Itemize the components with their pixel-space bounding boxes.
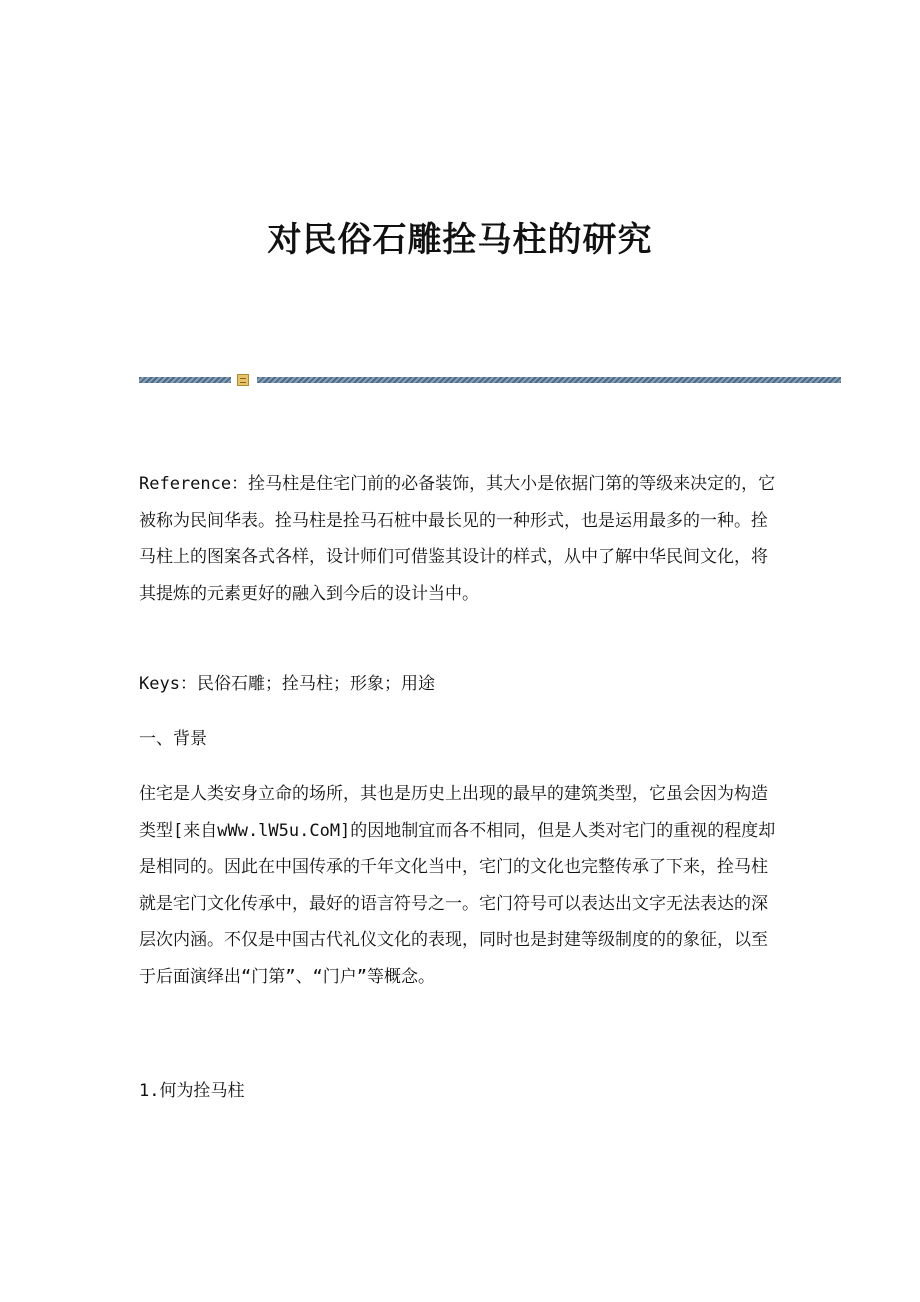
background-paragraph: 住宅是人类安身立命的场所，其也是历史上出现的最早的建筑类型，它虽会因为构造类型[来自wWw.lW5u.CoM]的因地制宜而各不相同，但是人类对宅门的重视的程度却是相同的。因此在中国传承的千年文化当中，宅门的文化也完整传承了下来，拴马柱就是宅门文化传承中，最好的语言符号之一。宅门符号可以表达出文字无法表达的深层次内涵。不仅是中国古代礼仪文化的表现，同时也是封建等级制度的的象征，以至于后面演绎出“门第”、“门户”等概念。 (139, 784, 776, 987)
document-title: 对民俗石雕拴马柱的研究 (267, 220, 653, 260)
divider-emblem-icon (237, 374, 249, 386)
title-divider (139, 374, 841, 386)
divider-bar-left (139, 377, 231, 383)
divider-bar-right (257, 377, 841, 383)
section-heading-what-is: 1.何为拴马柱 (139, 1081, 245, 1101)
keywords-line: Keys：民俗石雕；拴马柱；形象；用途 (139, 674, 435, 694)
section-heading-background: 一、背景 (139, 729, 207, 749)
abstract-paragraph: Reference：拴马柱是住宅门前的必备装饰，其大小是依据门第的等级来决定的，它被称为民间华表。拴马柱是拴马石桩中最长见的一种形式，也是运用最多的一种。拴马柱上的图案各式各样，设计师们可借鉴其设计的样式，从中了解中华民间文化，将其提炼的元素更好的融入到今后的设计当中。 (139, 474, 776, 604)
